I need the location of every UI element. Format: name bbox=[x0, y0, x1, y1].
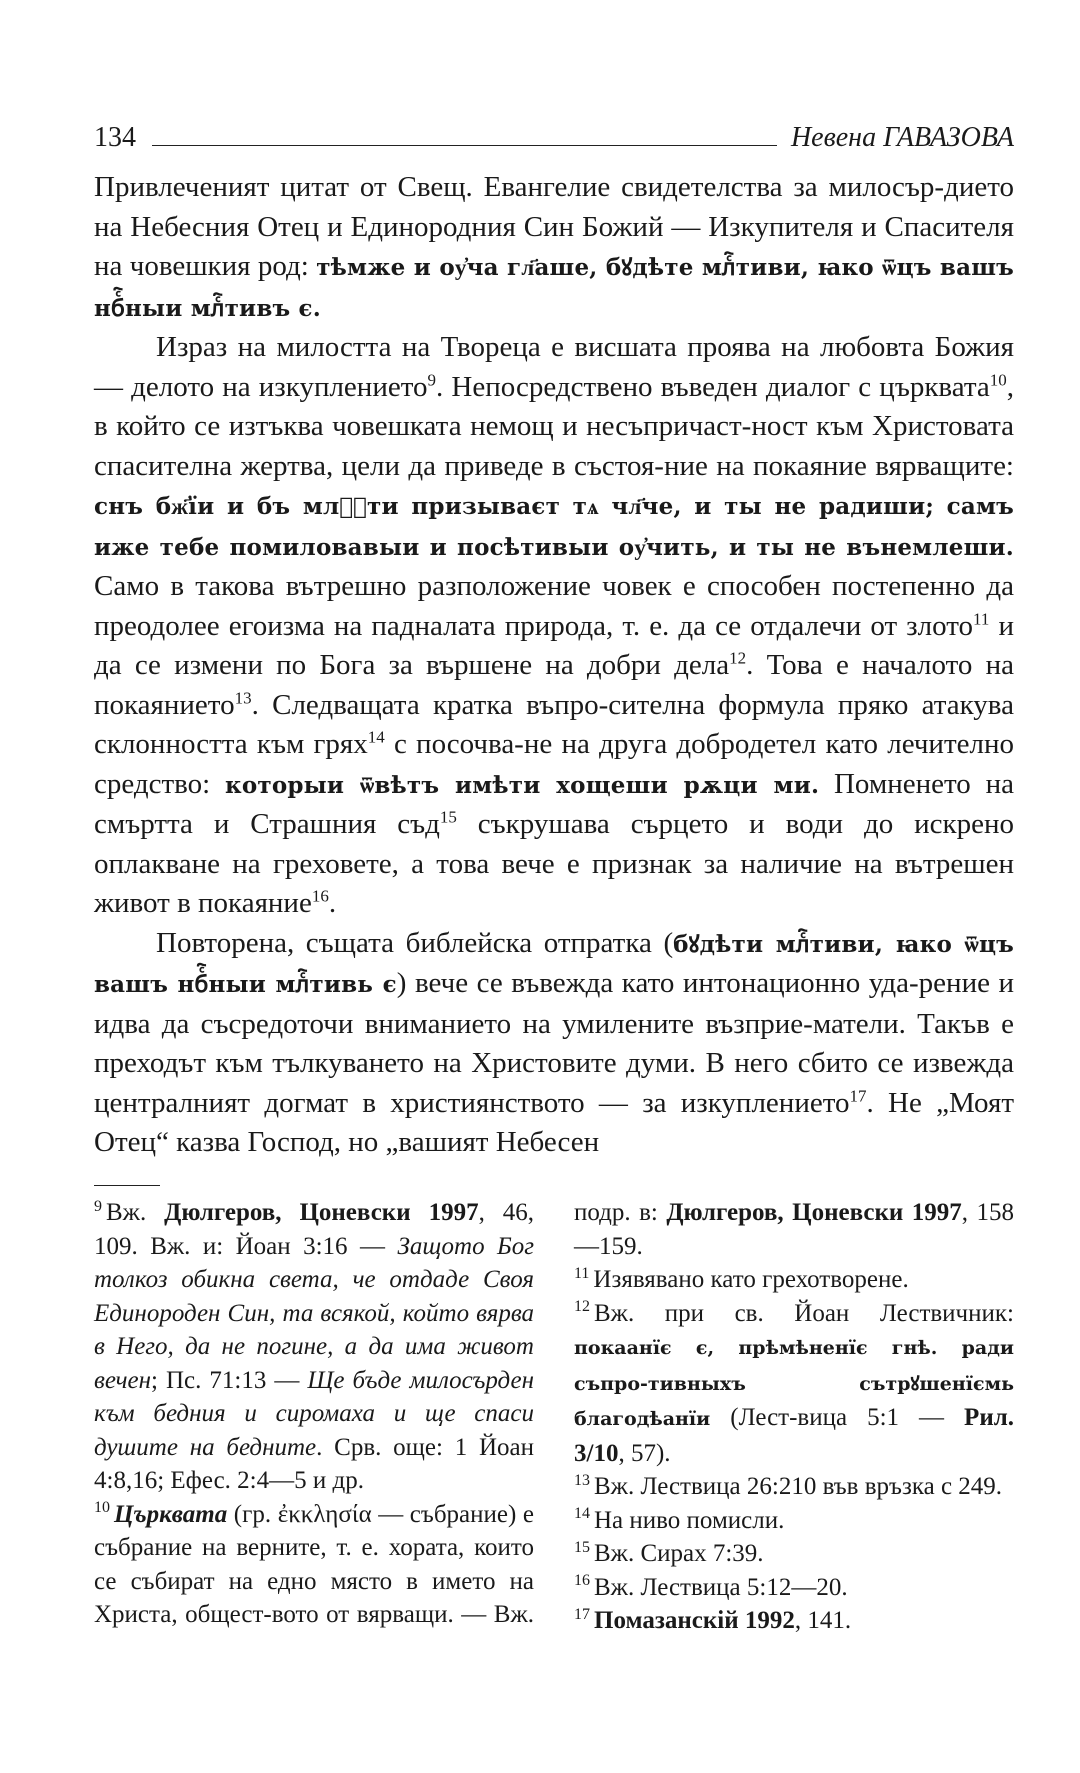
footnote-15: $^{15}$ Вж. Сирах 7:39. bbox=[574, 1538, 764, 1567]
footnote-17: $^{17}$ Помазанскій 1992, 141. bbox=[574, 1605, 852, 1634]
running-author: Невена ГАВАЗОВА bbox=[790, 122, 1014, 153]
footnote-ref-16[interactable]: 16 bbox=[311, 886, 329, 906]
page-number: 134 bbox=[94, 122, 136, 153]
footnote-ref-14[interactable]: 14 bbox=[367, 727, 385, 747]
footnote-ref-17[interactable]: 17 bbox=[849, 1085, 867, 1105]
footnotes bbox=[94, 1196, 1014, 1646]
paragraph-2: Израз на милостта на Твореца е висшата проява на любовта Божия — делото на изкуплението$^9$. Непосредствено въведен диалог с църквата$^{10}$, в който се изтъква човешката немощ и несъпричаст-ност към Христовата спасителна жертва, цели да приведе в състоя-ние на покаяние вярващите: снъ бж҃їи и бъ млⷭ҇ти призываєт тѧ чл҃че, и ты не радиши; самъ иже тебе помиловавыи и посѣтивыи оу҆чить, и ты не вънемлеши. Само в такова вътрешно разположение човек е способен постепенно да преодолее егоизма на падналата природа, т. е. да се отдалечи от злото$^{11}$ и да се измени по Бога за вършене на добри дела$^{12}$. Това е началото на покаянието$^{13}$. Следващата кратка въпро-сителна формула пряко атакува склонността към грях$^{14}$ с посочва-не на друга добродетел като лечително средство: которыи ѿвѣтъ имѣти хощеши рѫци ми. Помненето на смъртта и Страшния съд$^{15}$ съкрушава сърцето и води до искрено оплакване на греховете, а това вече е признак за наличие на вътрешен живот в покаяние$^{16}$. bbox=[94, 331, 1014, 919]
footnote-ref-10[interactable]: 10 bbox=[989, 369, 1007, 389]
footnote-9: $^9$ Вж. Дюлгеров, Цоневски 1997, 46, 109. Вж. и: Йоан 3:16 — Защото Бог толкоз обикна света, че отдаде Своя Единороден Син, та всякой, който вярва в Него, да не погине, а да има живот вечен; Пс. 71:13 — Ще бъде милосърден към бедния и сиромаха и ще спаси душите на бедните. Срв. още: 1 Йоан 4:8,16; Ефес. 2:4—5 и др. bbox=[94, 1197, 535, 1494]
footnote-ref-15[interactable]: 15 bbox=[439, 807, 457, 827]
paragraph-3: Повторена, същата библейска отпратка (бꙋдѣти млⷭ҇тиви, ꙗко ѿцъ вашъ нбⷭ҇ныи млⷭ҇тивь є) вече се въвежда като интонационно уда-рение и идва да съсредоточи вниманието на умилените възприе-матели. Такъв е преходът към тълкуването на Христовите думи. В него сбито се извежда централният догмат в християнството — за изкуплението$^{17}$. Не „Моят Отец“ казва Господ, но „вашият Небесен bbox=[94, 926, 1014, 1158]
footnote-11: $^{11}$ Изявявано като грехотворене. bbox=[574, 1264, 909, 1293]
footnote-16: $^{16}$ Вж. Лествица 5:12—20. bbox=[574, 1572, 848, 1601]
footnote-ref-13[interactable]: 13 bbox=[234, 687, 252, 707]
church-slavonic-quote: покаанїє є, прѣмѣненїє гнѣ. ради съпро-тивныхъ сътрꙋшенїємь благодѣанїи bbox=[574, 1337, 1014, 1430]
footnote-separator bbox=[94, 1185, 160, 1186]
church-slavonic-quote: тѣмже и оу҆ча гл҃аше, бꙋдѣте млⷭ҇тиви, ꙗко ѿцъ вашъ нбⷭ҇ныи млⷭ҇тивъ є. bbox=[94, 254, 1014, 322]
running-header bbox=[94, 112, 1014, 152]
footnote-13: $^{13}$ Вж. Лествица 26:210 във връзка с 249. bbox=[574, 1471, 1003, 1500]
footnote-ref-12[interactable]: 12 bbox=[729, 648, 747, 668]
main-text bbox=[94, 168, 1014, 1163]
church-slavonic-quote: которыи ѿвѣтъ имѣти хощеши рѫци ми. bbox=[225, 771, 820, 799]
footnote-10: $^{10}$ Църквата (гр. ἐκκλησία — събрание) е събрание на верните, т. е. хората, които се събират на едно място в името на Христа, общест-вото от вярващи. — Вж. подр. в: Дюлгеров, Цоневски 1997, 158—159. bbox=[94, 1199, 1014, 1628]
header-rule bbox=[152, 145, 777, 146]
church-slavonic-quote: бꙋдѣти млⷭ҇тиви, ꙗко ѿцъ вашъ нбⷭ҇ныи млⷭ҇тивь є bbox=[94, 930, 1014, 998]
church-slavonic-quote: снъ бж҃їи и бъ млⷭ҇ти призываєт тѧ чл҃че, и ты не радиши; самъ иже тебе помиловавыи и посѣтивыи оу҆чить, и ты не вънемлеши. bbox=[94, 493, 1014, 561]
paragraph-1: Привлеченият цитат от Свещ. Евангелие свидетелства за милосър-дието на Небесния Отец и Единородния Син Божий — Изкупителя и Спасителя на човешкия род: тѣмже и оу҆ча гл҃аше, бꙋдѣте млⷭ҇тиви, ꙗко ѿцъ вашъ нбⷭ҇ныи млⷭ҇тивъ є. bbox=[94, 171, 1014, 322]
footnote-ref-9[interactable]: 9 bbox=[427, 369, 437, 389]
footnote-14: $^{14}$ На ниво помисли. bbox=[574, 1505, 785, 1534]
footnote-12: $^{12}$ Вж. при св. Йоан Лествичник: покаанїє є, прѣмѣненїє гнѣ. ради съпро-тивныхъ сътрꙋшенїємь благодѣанїи (Лест-вица 5:1 — Рил. 3/10, 57). bbox=[574, 1298, 1014, 1467]
footnote-ref-11[interactable]: 11 bbox=[973, 608, 990, 628]
